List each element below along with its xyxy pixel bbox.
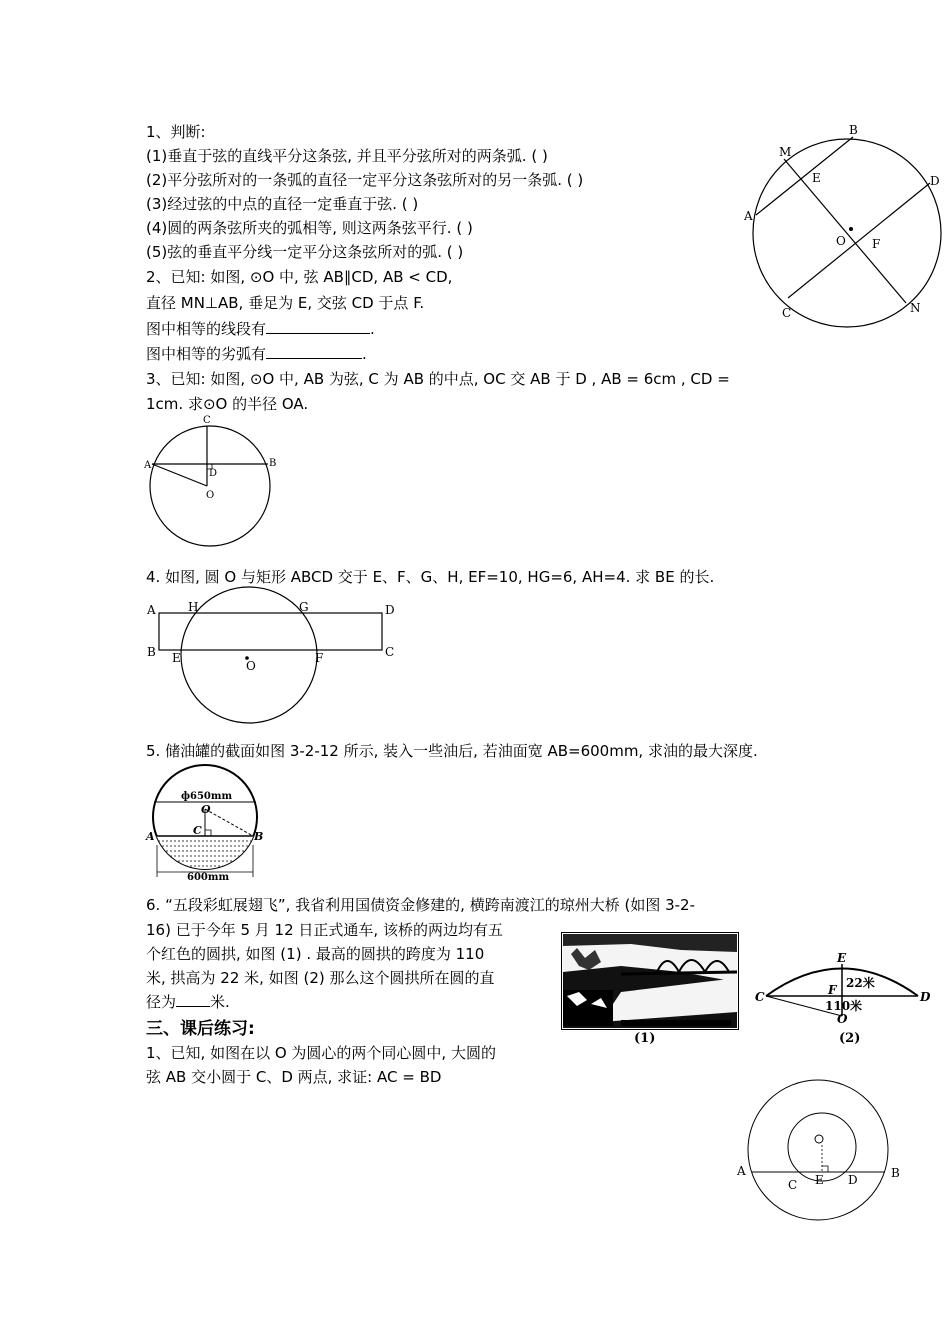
q5-label-o: O (201, 803, 211, 816)
q3-figure (140, 410, 290, 560)
q6-label-c: C (755, 990, 765, 1004)
q6-label-o: O (837, 1012, 848, 1026)
q3-circle (150, 426, 270, 546)
q2-arcs-blank[interactable] (266, 358, 362, 359)
section-q1-line-1: 1、已知, 如图在以 O 为圆心的两个同心圆中, 大圆的 (146, 1044, 496, 1062)
q6-bridge-photo (561, 932, 739, 1030)
q1-item-2: (2)平分弦所对的一条弧的直径一定平分这条弦所对的另一条弧. ( ) (146, 171, 584, 189)
q4-label-g: G (299, 600, 309, 614)
q2-center-dot (849, 227, 853, 231)
q6-label-w: 110米 (825, 999, 863, 1013)
q4-figure (140, 586, 410, 731)
label-c: C (788, 1178, 798, 1192)
q6-line-4: 米, 拱高为 22 米, 如图 (2) 那么这个圆拱所在圆的直 (146, 969, 495, 987)
q2-label-f: F (872, 237, 881, 251)
q2-line-2: 直径 MN⊥AB, 垂足为 E, 交弦 CD 于点 F. (146, 294, 425, 312)
q6-label-f: F (828, 983, 837, 997)
section-q1-figure (730, 1075, 910, 1230)
q3-label-a: A (144, 460, 152, 471)
q6-line-1: 6. “五段彩虹展翅飞”, 我省利用国债资金修建的, 横跨南渡江的琼州大桥 (如图 3-2- (146, 896, 695, 914)
q1-item-5: (5)弦的垂直平分线一定平分这条弦所对的弧. ( ) (146, 243, 464, 261)
section-title: 三、课后练习: (146, 1019, 255, 1039)
q4-label-h: H (188, 600, 199, 614)
q2-label-m: M (779, 145, 792, 159)
label-b: B (891, 1166, 900, 1180)
q6-line-2: 16) 已于今年 5 月 12 日正式通车, 该桥的两边均有五 (146, 921, 503, 939)
q2-chord-cd (788, 183, 930, 298)
q5-label-width: 600mm (187, 872, 230, 882)
q6-answer-blank[interactable] (176, 1006, 210, 1007)
q2-line-1: 2、已知: 如图, ⊙O 中, 弦 AB∥CD, AB < CD, (146, 268, 453, 286)
q3-label-c: C (203, 415, 211, 426)
q1-title: 1、判断: (146, 123, 206, 141)
q5-label-b: B (254, 830, 264, 843)
q5-line-1: 5. 储油罐的截面如图 3-2-12 所示, 装入一些油后, 若油面宽 AB=600mm, 求油的最大深度. (146, 742, 758, 760)
q2-label-d: D (930, 174, 940, 188)
q4-label-c: C (385, 645, 395, 659)
q4-label-a: A (147, 603, 156, 617)
q6-caption-1: (1) (634, 1031, 656, 1046)
q2-line-4 (146, 344, 367, 364)
q4-label-o: O (246, 659, 256, 673)
q1-item-4: (4)圆的两条弦所夹的弧相等, 则这两条弦平行. ( ) (146, 219, 473, 237)
q5-label-c: C (193, 824, 202, 837)
q6-line-3: 个红色的圆拱, 如图 (1) . 最高的圆拱的跨度为 110 (146, 945, 485, 963)
right-angle-e (822, 1166, 828, 1172)
q3-label-o: O (206, 490, 215, 501)
q4-circle (181, 587, 317, 723)
q4-rectangle (159, 613, 382, 650)
q6-caption-2: (2) (839, 1031, 861, 1046)
q6-label-d: D (920, 990, 931, 1004)
label-e: E (815, 1173, 824, 1187)
q2-line-3 (146, 319, 375, 339)
q6-arch-diagram (752, 946, 937, 1028)
q5-label-a: A (146, 830, 155, 843)
section-q1-line-2: 弦 AB 交小圆于 C、D 两点, 求证: AC = BD (146, 1068, 442, 1086)
q3-label-d: D (209, 468, 218, 479)
q6-line-5 (146, 992, 230, 1012)
q2-label-b: B (849, 123, 858, 137)
big-circle (748, 1080, 888, 1220)
q4-label-e: E (172, 651, 181, 665)
label-a: A (737, 1164, 746, 1178)
q2-label-c: C (782, 306, 792, 320)
q2-segments-label: 图中相等的线段有 (146, 320, 267, 338)
label-d: D (848, 1173, 858, 1187)
q4-label-b: B (147, 645, 156, 659)
q3-line-2: 1cm. 求⊙O 的半径 OA. (146, 395, 309, 413)
q4-label-f: F (315, 651, 324, 665)
q3-line-1: 3、已知: 如图, ⊙O 中, AB 为弦, C 为 AB 的中点, OC 交 AB 于 D , AB = 6cm , CD = (146, 370, 730, 388)
q1-item-1: (1)垂直于弦的直线平分这条弦, 并且平分弦所对的两条弧. ( ) (146, 147, 548, 165)
q5-right-angle (205, 830, 211, 836)
q3-line-oa (152, 464, 207, 486)
q2-label-a: A (744, 209, 753, 223)
q5-label-dia: ф650mm (181, 791, 233, 802)
q6-label-e: E (837, 951, 847, 965)
q4-line-1: 4. 如图, 圆 O 与矩形 ABCD 交于 E、F、G、H, EF=10, HG=6, AH=4. 求 BE 的长. (146, 568, 715, 586)
q2-segments-end: . (370, 320, 375, 338)
center-o (815, 1135, 823, 1143)
q6-answer-unit: 米. (210, 993, 230, 1011)
q2-segments-blank[interactable] (266, 333, 370, 334)
q6-answer-label: 径为 (146, 993, 177, 1011)
q2-label-n: N (910, 301, 921, 315)
q2-label-o: O (836, 234, 846, 248)
q2-diameter-mn (784, 159, 906, 303)
q2-label-e: E (812, 171, 821, 185)
q3-label-b: B (269, 458, 277, 469)
q2-arcs-end: . (362, 345, 367, 363)
q4-label-d: D (385, 603, 395, 617)
q1-item-3: (3)经过弦的中点的直径一定垂直于弦. ( ) (146, 195, 419, 213)
q6-label-h: 22米 (846, 976, 875, 990)
q5-line-ob (205, 809, 253, 836)
q2-figure (740, 118, 950, 328)
q5-figure (144, 764, 270, 882)
q2-arcs-label: 图中相等的劣弧有 (146, 345, 267, 363)
